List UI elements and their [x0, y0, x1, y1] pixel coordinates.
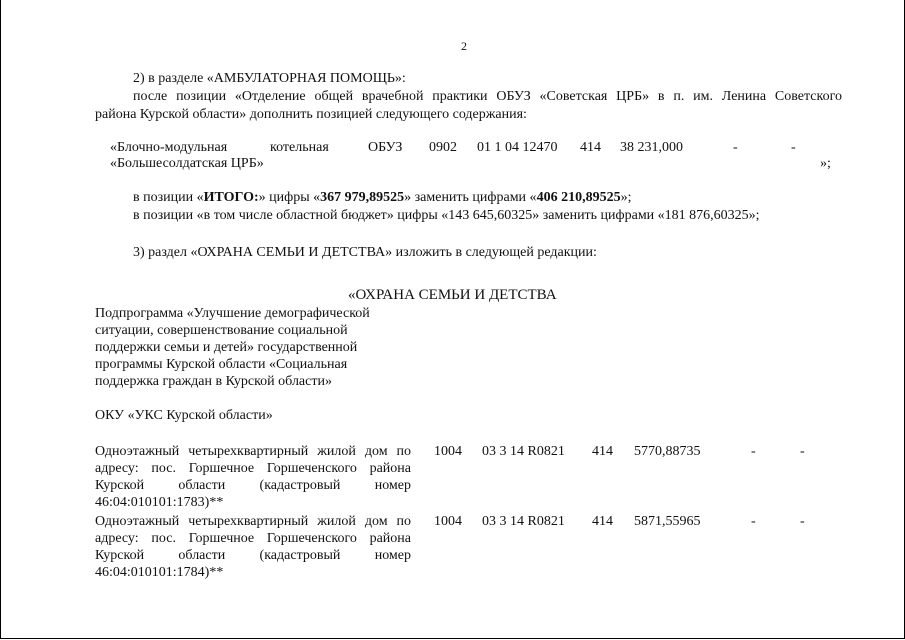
item-1-name: Одноэтажный четырехквартирный жилой дом по адресу: пос. Горшечное Горшеченского района Курской области (кадастровый номер 46:04:010101:1783)** — [95, 444, 411, 510]
item-2-dash-1: - — [751, 514, 756, 529]
item-2-code1: 1004 — [434, 514, 462, 529]
section3-title: «ОХРАНА СЕМЬИ И ДЕТСТВА — [348, 287, 557, 303]
row-cell-expense-type: 414 — [580, 140, 601, 155]
row-cell-name: «Блочно-модульная — [110, 140, 228, 155]
row-cell-amount: 38 231,000 — [620, 140, 683, 155]
regional-budget-line: в позиции «в том числе областной бюджет» цифры «143 645,60325» заменить цифрами «181 876,60325»; — [133, 208, 760, 223]
item-1-amount: 5770,88735 — [634, 444, 701, 459]
item-2-code2: 03 3 14 R0821 — [482, 514, 565, 529]
item-2-amount: 5871,55965 — [634, 514, 701, 529]
item-1-code2: 03 3 14 R0821 — [482, 444, 565, 459]
row-closing-quote: »; — [820, 156, 831, 171]
row-cell-name-line2: «Большесолдатская ЦРБ» — [110, 156, 264, 171]
item-2-name: Одноэтажный четырехквартирный жилой дом по адресу: пос. Горшечное Горшеченского района Курской области (кадастровый номер 46:04:010101:1784)** — [95, 514, 411, 580]
item-1-dash-2: - — [800, 444, 805, 459]
row-cell-dash-2: - — [791, 140, 796, 155]
itogo-line — [133, 189, 631, 206]
row-cell-dash-1: - — [733, 140, 738, 155]
row-cell-section-code: 0902 — [429, 140, 457, 155]
itogo-text-3: » заменить цифрами « — [404, 190, 537, 205]
row-cell-name-part: котельная — [270, 140, 329, 155]
item-2-code3: 414 — [592, 514, 613, 529]
row-cell-target-code: 01 1 04 12470 — [477, 140, 558, 155]
itogo-text-1: в позиции « — [133, 190, 204, 205]
section3-heading: 3) раздел «ОХРАНА СЕМЬИ И ДЕТСТВА» изложить в следующей редакции: — [133, 245, 597, 260]
section2-heading: 2) в разделе «АМБУЛАТОРНАЯ ПОМОЩЬ»: — [133, 71, 406, 86]
itogo-label: ИТОГО: — [203, 190, 259, 205]
section2-intro-line1: после позиции «Отделение общей врачебной практики ОБУЗ «Советская ЦРБ» в п. им. Ленина Советского — [133, 89, 842, 104]
item-1-dash-1: - — [751, 444, 756, 459]
itogo-text-4: »; — [620, 190, 632, 205]
section2-intro-line2: района Курской области» дополнить позицией следующего содержания: — [95, 107, 527, 122]
itogo-text-2: » цифры « — [258, 190, 321, 205]
organization-name: ОКУ «УКС Курской области» — [95, 408, 273, 423]
item-1-code3: 414 — [592, 444, 613, 459]
itogo-new-value: 406 210,89525 — [536, 190, 621, 205]
item-1-code1: 1004 — [434, 444, 462, 459]
item-2-dash-2: - — [800, 514, 805, 529]
subprogram-text: Подпрограмма «Улучшение демографической ситуации, совершенствование социальной поддержки семьи и детей» государственной программы Курской области «Социальная поддержка граждан в Курской области» — [95, 306, 370, 389]
row-cell-org: ОБУЗ — [368, 140, 403, 155]
page-number: 2 — [461, 39, 467, 53]
itogo-old-value: 367 979,89525 — [320, 190, 405, 205]
